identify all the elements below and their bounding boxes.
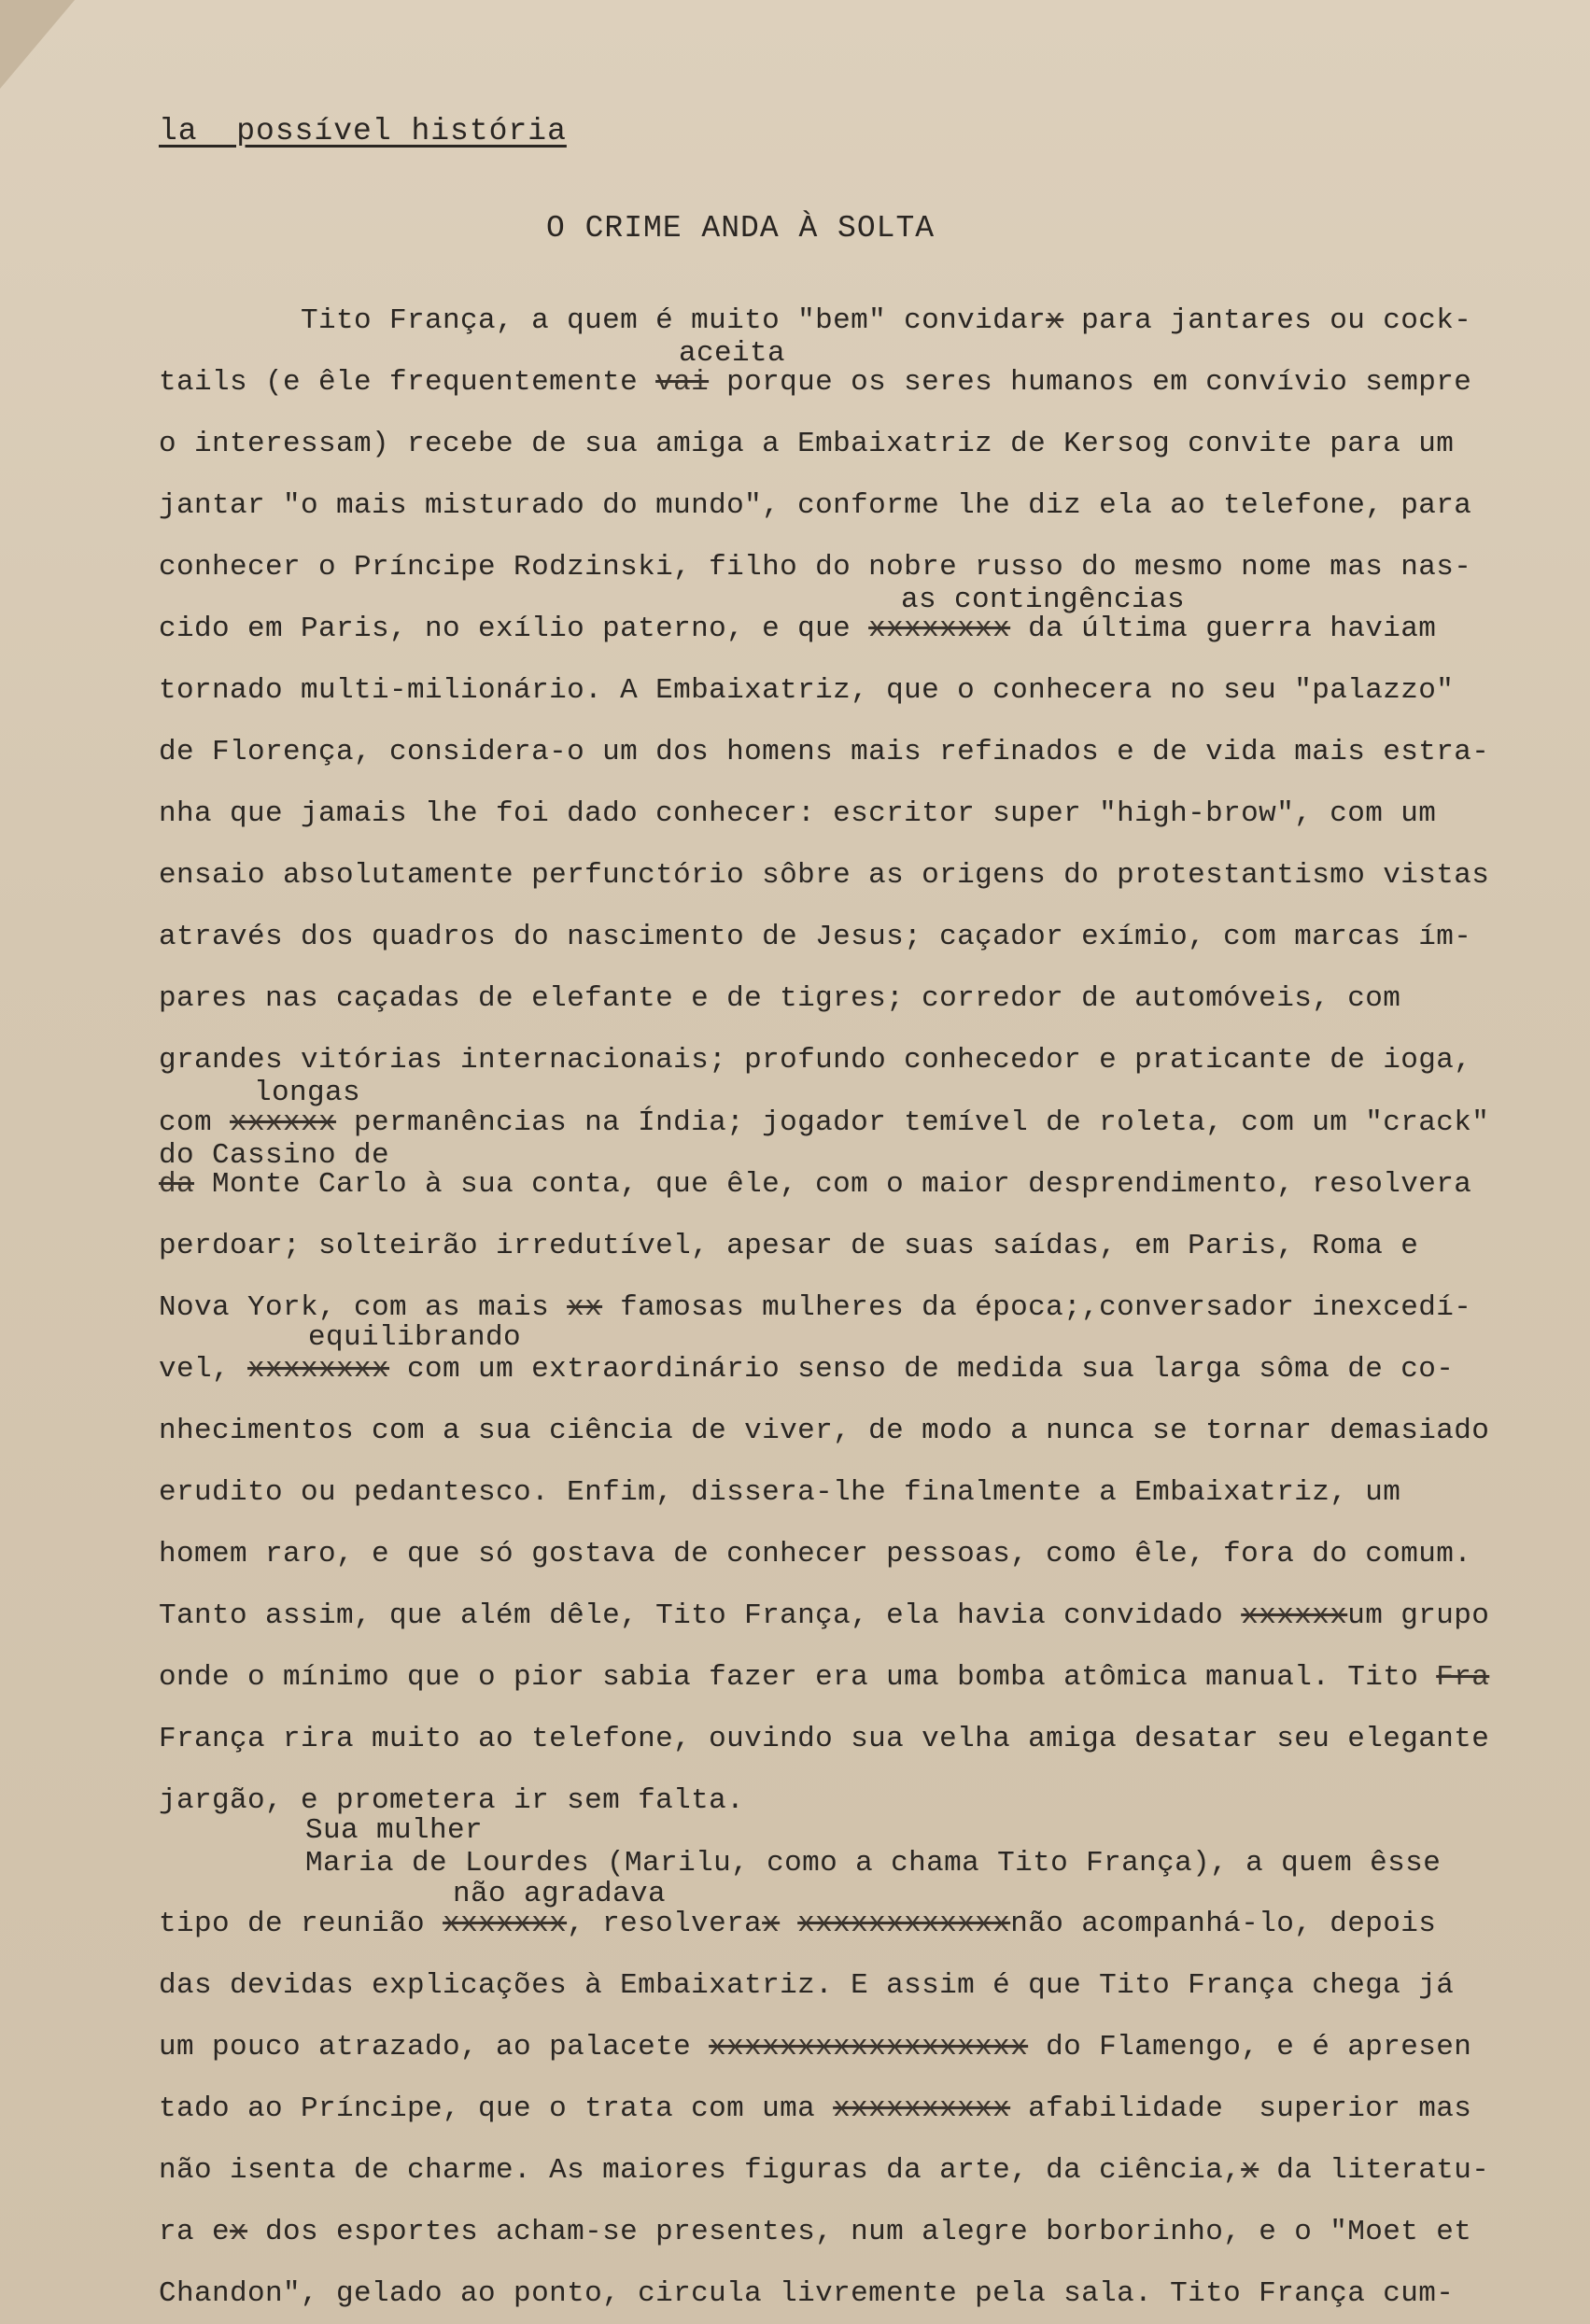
struck-out-text: xxxxxxxx [247, 1353, 390, 1386]
text-line [159, 553, 1471, 582]
struck-out-text: x [762, 1908, 781, 1940]
text-line [159, 923, 1471, 951]
text-line [159, 1355, 1454, 1384]
text-line [159, 1293, 1471, 1322]
text-line [159, 861, 1489, 890]
handwritten-insertion: do Cassino de [159, 1139, 390, 1172]
line-text: jargão, e prometera ir sem falta. [159, 1784, 745, 1817]
line-text: Nova York, com as mais [159, 1291, 568, 1324]
struck-out-text: xxxxxxxxxxxx [797, 1908, 1011, 1940]
text-line [159, 676, 1454, 705]
struck-out-text: x [1241, 2154, 1259, 2187]
text-line [159, 2218, 1471, 2247]
line-text: pares nas caçadas de elefante e de tigres; corredor de automóveis, com [159, 982, 1401, 1015]
text-line [159, 1108, 1489, 1137]
line-text: tado ao Príncipe, que o trata com uma [159, 2092, 834, 2125]
text-line [159, 491, 1471, 520]
line-text: famosas mulheres da época;,conversador inexcedí- [602, 1291, 1472, 1324]
line-text: tornado multi-milionário. A Embaixatriz, que o conhecera no seu "palazzo" [159, 674, 1455, 707]
line-text: afabilidade superior mas [1010, 2092, 1472, 2125]
text-line [159, 1232, 1418, 1261]
struck-out-text: x [1046, 304, 1064, 337]
line-text: jantar "o mais misturado do mundo", conforme lhe diz ela ao telefone, para [159, 489, 1472, 522]
struck-out-text: da [159, 1168, 195, 1201]
line-text: porque os seres humanos em convívio sempre [709, 366, 1472, 399]
struck-out-text: vai [655, 366, 710, 399]
line-text: um pouco atrazado, ao palacete [159, 2031, 710, 2063]
line-text: um grupo [1347, 1599, 1490, 1632]
struck-out-text: xxxxxxxxxx [833, 2092, 1011, 2125]
line-text: tipo de reunião [159, 1908, 443, 1940]
line-text: das devidas explicações à Embaixatriz. E assim é que Tito França chega já [159, 1969, 1455, 2002]
struck-out-text: xx [567, 1291, 603, 1324]
text-line [159, 799, 1436, 828]
line-text: cido em Paris, no exílio paterno, e que [159, 613, 869, 645]
handwritten-insertion: Maria de Lourdes (Marilu, como a chama Tito França), a quem êsse [305, 1847, 1442, 1880]
struck-out-text: x [230, 2216, 248, 2248]
line-text: de Florença, considera-o um dos homens mais refinados e de vida mais estra- [159, 736, 1490, 768]
page-heading: la possível história [159, 114, 567, 148]
text-line [159, 1909, 1436, 1938]
line-text: com [159, 1106, 231, 1139]
line-text: onde o mínimo que o pior sabia fazer era uma bomba atômica manual. Tito [159, 1661, 1437, 1694]
line-text: Monte Carlo à sua conta, que êle, com o maior desprendimento, resolvera [194, 1168, 1472, 1201]
line-text: da literatu- [1259, 2154, 1490, 2187]
story-title: O CRIME ANDA À SOLTA [546, 211, 936, 246]
line-text: com um extraordinário senso de medida sua larga sôma de co- [389, 1353, 1455, 1386]
struck-out-text: xxxxxxx [443, 1908, 568, 1940]
struck-out-text: xxxxxxxxxxxxxxxxxx [709, 2031, 1029, 2063]
line-text: grandes vitórias internacionais; profundo conhecedor e praticante de ioga, [159, 1044, 1472, 1077]
line-text: tails (e êle frequentemente [159, 366, 656, 399]
line-text: não acompanhá-lo, depois [1010, 1908, 1437, 1940]
line-text: Tanto assim, que além dêle, Tito França, ela havia convidado [159, 1599, 1242, 1632]
line-text: dos esportes acham-se presentes, num alegre borborinho, e o "Moet et [247, 2216, 1472, 2248]
line-text: ensaio absolutamente perfunctório sôbre as origens do protestantismo vistas [159, 859, 1490, 892]
line-text: Chandon", gelado ao ponto, circula livremente pela sala. Tito França cum- [159, 2277, 1455, 2310]
handwritten-insertion: Sua mulher [305, 1814, 484, 1847]
line-text: erudito ou pedantesco. Enfim, dissera-lhe finalmente a Embaixatriz, um [159, 1476, 1401, 1509]
line-text: através dos quadros do nascimento de Jesus; caçador exímio, com marcas ím- [159, 921, 1472, 953]
line-text [780, 1908, 797, 1940]
text-line [159, 2033, 1471, 2062]
handwritten-insertion: equilibrando [308, 1321, 522, 1354]
text-line [159, 1601, 1489, 1630]
struck-out-text: xxxxxx [1241, 1599, 1348, 1632]
text-line [159, 2279, 1454, 2308]
line-text: do Flamengo, e é apresen [1028, 2031, 1472, 2063]
text-line [159, 1663, 1489, 1692]
text-line [159, 2156, 1489, 2185]
line-text: ra e [159, 2216, 231, 2248]
text-line [159, 1170, 1471, 1199]
struck-out-text: xxxxxx [230, 1106, 337, 1139]
handwritten-insertion: não agradava [453, 1878, 667, 1910]
line-text: vel, [159, 1353, 248, 1386]
line-text: da última guerra haviam [1010, 613, 1437, 645]
line-text: conhecer o Príncipe Rodzinski, filho do nobre russo do mesmo nome mas nas- [159, 551, 1472, 584]
line-text: nha que jamais lhe foi dado conhecer: escritor super "high-brow", com um [159, 797, 1437, 830]
text-line [159, 1725, 1489, 1754]
text-line [159, 1416, 1489, 1445]
text-line [159, 2094, 1471, 2123]
line-text: França rira muito ao telefone, ouvindo sua velha amiga desatar seu elegante [159, 1723, 1490, 1755]
line-text: , resolvera [567, 1908, 763, 1940]
line-text: para jantares ou cock- [1063, 304, 1472, 337]
line-text: Tito França, a quem é muito "bem" convidar [159, 304, 1047, 337]
text-line [159, 368, 1471, 397]
text-line [159, 1540, 1471, 1569]
line-text: homem raro, e que só gostava de conhecer pessoas, como êle, fora do comum. [159, 1538, 1472, 1570]
text-line [159, 430, 1454, 458]
text-line [159, 738, 1489, 767]
line-text: nhecimentos com a sua ciência de viver, de modo a nunca se tornar demasiado [159, 1415, 1490, 1447]
text-line [159, 1046, 1471, 1075]
line-text: o interessam) recebe de sua amiga a Embaixatriz de Kersog convite para um [159, 428, 1455, 460]
text-line [159, 306, 1471, 335]
text-line [159, 1786, 744, 1815]
line-text: perdoar; solteirão irredutível, apesar de suas saídas, em Paris, Roma e [159, 1230, 1419, 1262]
text-line [159, 1971, 1454, 2000]
text-line [159, 1478, 1400, 1507]
line-text: não isenta de charme. As maiores figuras da arte, da ciência, [159, 2154, 1242, 2187]
struck-out-text: Fra [1436, 1661, 1490, 1694]
line-text: permanências na Índia; jogador temível de roleta, com um "crack" [336, 1106, 1490, 1139]
struck-out-text: xxxxxxxx [868, 613, 1011, 645]
text-line [159, 614, 1436, 643]
text-line [159, 984, 1400, 1013]
handwritten-insertion: as contingências [901, 584, 1186, 616]
handwritten-insertion: aceita [679, 337, 786, 370]
handwritten-insertion: longas [254, 1077, 361, 1109]
